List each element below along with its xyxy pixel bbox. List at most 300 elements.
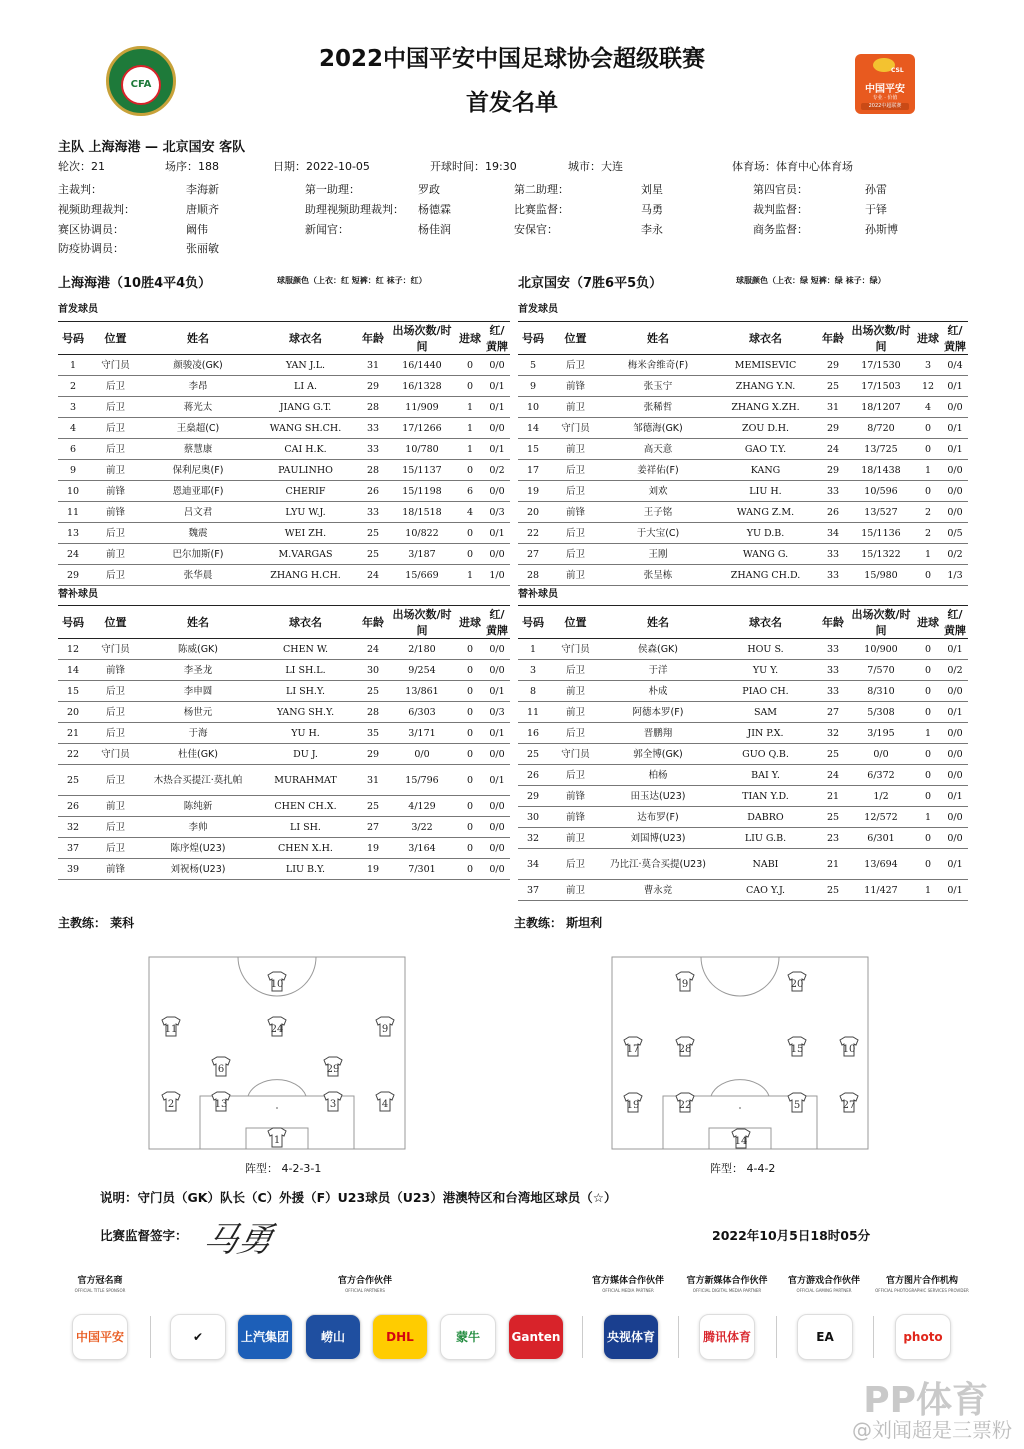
player-name: 李申圆 [143, 681, 253, 702]
away-formation: 阵型： 4-4-2 [710, 1162, 776, 1175]
official-name: 罗政 [418, 183, 440, 196]
player-shirt-name: GUO Q.B. [713, 744, 818, 765]
official-role: 裁判监督： [753, 203, 808, 216]
player-shirt-name: MEMISEVIC [713, 355, 818, 376]
player-position: 前锋 [548, 376, 603, 397]
player-name: 刘国博(U23) [603, 828, 713, 849]
player-row [58, 681, 510, 702]
official-name: 刘星 [641, 183, 663, 196]
player-name: 李圣龙 [143, 660, 253, 681]
player-position: 后卫 [548, 660, 603, 681]
player-number: 8 [518, 681, 548, 702]
player-position: 前卫 [548, 880, 603, 901]
player-apps: 7/570 [848, 660, 914, 681]
player-age: 23 [818, 828, 848, 849]
column-header: 球衣名 [253, 322, 358, 355]
player-goals: 0 [456, 523, 484, 544]
official-role: 赛区协调员： [58, 223, 124, 236]
shirt-number: 10 [842, 1044, 856, 1055]
player-position: 前锋 [88, 481, 143, 502]
round: 轮次：21 [58, 160, 105, 173]
player-number: 26 [58, 796, 88, 817]
player-age: 33 [358, 502, 388, 523]
shirt-number: 5 [793, 1100, 801, 1111]
official-role: 新闻官： [305, 223, 349, 236]
column-header: 出场次数/时间 [388, 322, 456, 355]
match-no: 场序：188 [165, 160, 219, 173]
official-role: 第二助理： [514, 183, 569, 196]
player-goals: 0 [456, 744, 484, 765]
player-position: 前锋 [88, 660, 143, 681]
player-goals: 1 [914, 723, 942, 744]
player-goals: 0 [456, 460, 484, 481]
player-cards: 0/0 [942, 723, 968, 744]
player-shirt-name: LIU B.Y. [253, 859, 358, 880]
player-position: 后卫 [88, 397, 143, 418]
player-row [518, 523, 968, 544]
player-number: 1 [58, 355, 88, 376]
player-shirt-name: JIN P.X. [713, 723, 818, 744]
player-age: 28 [358, 460, 388, 481]
player-age: 21 [818, 786, 848, 807]
player-cards: 0/0 [942, 765, 968, 786]
player-cards: 0/5 [942, 523, 968, 544]
sponsor-caption-en: OFFICIAL MEDIA PARTNER [602, 1288, 654, 1293]
player-position: 后卫 [88, 523, 143, 544]
column-header: 球衣名 [253, 606, 358, 639]
sponsor-logo: Ganten [508, 1314, 564, 1360]
player-name: 于洋 [603, 660, 713, 681]
player-number: 28 [518, 565, 548, 586]
column-header: 红/黄牌 [942, 322, 968, 355]
shirt-number: 6 [217, 1064, 225, 1075]
player-cards: 0/1 [484, 723, 510, 744]
sponsor-caption-en: OFFICIAL DIGITAL MEDIA PARTNER [692, 1288, 762, 1293]
player-cards: 0/1 [484, 765, 510, 796]
player-goals: 0 [456, 681, 484, 702]
away-formation-pitch [611, 956, 869, 1150]
player-name: 高天意 [603, 439, 713, 460]
player-goals: 0 [456, 702, 484, 723]
csl-logo-sub: 专业 · 价值 [872, 95, 898, 101]
player-age: 25 [358, 523, 388, 544]
player-position: 后卫 [88, 838, 143, 859]
player-age: 33 [358, 418, 388, 439]
player-shirt-name: MURAHMAT [253, 765, 358, 796]
player-cards: 0/0 [942, 807, 968, 828]
player-position: 后卫 [548, 481, 603, 502]
column-header: 红/黄牌 [484, 322, 510, 355]
player-goals: 1 [914, 460, 942, 481]
sponsor-logo: 腾讯体育 [699, 1314, 755, 1360]
player-goals: 0 [914, 639, 942, 660]
sponsor-caption [305, 1273, 425, 1293]
player-name: 李帅 [143, 817, 253, 838]
player-shirt-name: DABRO [713, 807, 818, 828]
player-shirt-name: ZHANG CH.D. [713, 565, 818, 586]
shirt-number: 10 [270, 979, 284, 990]
player-apps: 2/180 [388, 639, 456, 660]
player-shirt-name: BAI Y. [713, 765, 818, 786]
player-row [58, 502, 510, 523]
column-header: 号码 [518, 322, 548, 355]
player-age: 25 [358, 681, 388, 702]
column-header: 球衣名 [713, 606, 818, 639]
player-apps: 3/195 [848, 723, 914, 744]
shirt-number: 17 [626, 1044, 640, 1055]
player-goals: 0 [456, 544, 484, 565]
player-row [58, 418, 510, 439]
player-apps: 5/308 [848, 702, 914, 723]
player-goals: 3 [914, 355, 942, 376]
column-header: 号码 [58, 606, 88, 639]
player-position: 前卫 [548, 828, 603, 849]
player-goals: 0 [914, 565, 942, 586]
away-subs-label: 替补球员 [518, 589, 558, 600]
player-age: 24 [818, 439, 848, 460]
player-apps: 8/310 [848, 681, 914, 702]
column-header: 姓名 [143, 606, 253, 639]
player-number: 20 [58, 702, 88, 723]
player-shirt-name: LI SH.Y. [253, 681, 358, 702]
player-age: 27 [818, 702, 848, 723]
player-age: 25 [818, 807, 848, 828]
player-apps: 11/427 [848, 880, 914, 901]
player-row [58, 744, 510, 765]
sponsor-divider [678, 1316, 679, 1358]
player-number: 22 [58, 744, 88, 765]
player-age: 28 [358, 702, 388, 723]
player-number: 9 [518, 376, 548, 397]
column-header: 位置 [88, 606, 143, 639]
player-position: 守门员 [548, 418, 603, 439]
player-cards: 0/1 [942, 849, 968, 880]
player-apps: 11/909 [388, 397, 456, 418]
sponsor-divider [150, 1316, 151, 1358]
player-row [58, 460, 510, 481]
city: 城市：大连 [568, 160, 623, 173]
shirt-number: 2 [167, 1099, 175, 1110]
player-age: 25 [358, 796, 388, 817]
player-number: 19 [518, 481, 548, 502]
player-age: 30 [358, 660, 388, 681]
away-coach: 主教练： 斯坦利 [514, 916, 603, 930]
player-row [518, 460, 968, 481]
player-cards: 0/1 [942, 439, 968, 460]
player-shirt-name: NABI [713, 849, 818, 880]
player-age: 33 [818, 565, 848, 586]
player-age: 21 [818, 849, 848, 880]
column-header: 红/黄牌 [942, 606, 968, 639]
player-position: 后卫 [548, 849, 603, 880]
away-subs-table [518, 605, 968, 901]
player-cards: 0/0 [942, 744, 968, 765]
player-age: 31 [818, 397, 848, 418]
player-cards: 1/0 [484, 565, 510, 586]
player-number: 1 [518, 639, 548, 660]
player-age: 24 [818, 765, 848, 786]
player-age: 26 [358, 481, 388, 502]
player-shirt-name: PIAO CH. [713, 681, 818, 702]
player-position: 后卫 [88, 439, 143, 460]
player-goals: 1 [456, 565, 484, 586]
player-position: 前卫 [548, 439, 603, 460]
shirt-number: 3 [329, 1099, 337, 1110]
player-name: 陈威(GK) [143, 639, 253, 660]
player-row [518, 439, 968, 460]
column-header: 姓名 [603, 606, 713, 639]
player-row [518, 502, 968, 523]
column-header: 进球 [914, 606, 942, 639]
player-shirt-name: LI SH. [253, 817, 358, 838]
home-subs-table [58, 605, 510, 880]
player-position: 后卫 [88, 681, 143, 702]
player-apps: 3/22 [388, 817, 456, 838]
page-title: 2022中国平安中国足球协会超级联赛 [318, 46, 705, 72]
player-apps: 6/303 [388, 702, 456, 723]
player-row [518, 880, 968, 901]
player-cards: 0/0 [484, 744, 510, 765]
player-goals: 0 [914, 439, 942, 460]
player-goals: 1 [914, 880, 942, 901]
player-apps: 9/254 [388, 660, 456, 681]
player-name: 陈纯新 [143, 796, 253, 817]
column-header: 进球 [914, 322, 942, 355]
player-position: 前卫 [88, 544, 143, 565]
match-date: 日期：2022-10-05 [273, 160, 370, 173]
player-shirt-name: CHEN X.H. [253, 838, 358, 859]
player-cards: 0/1 [942, 418, 968, 439]
column-header: 号码 [58, 322, 88, 355]
player-name: 王刚 [603, 544, 713, 565]
player-cards: 0/1 [484, 397, 510, 418]
player-shirt-name: CHERIF [253, 481, 358, 502]
kickoff: 开球时间：19:30 [430, 160, 517, 173]
player-number: 11 [58, 502, 88, 523]
official-role: 视频助理裁判： [58, 203, 135, 216]
player-apps: 6/301 [848, 828, 914, 849]
player-name: 姜祥佑(F) [603, 460, 713, 481]
supervisor-signature: 马勇 [200, 1220, 277, 1260]
player-number: 25 [518, 744, 548, 765]
player-row [58, 817, 510, 838]
player-position: 后卫 [88, 418, 143, 439]
player-age: 25 [818, 376, 848, 397]
player-shirt-name: DU J. [253, 744, 358, 765]
player-position: 后卫 [548, 523, 603, 544]
shirt-number: 9 [381, 1024, 389, 1035]
player-name: 刘祝杨(U23) [143, 859, 253, 880]
player-apps: 17/1266 [388, 418, 456, 439]
sponsor-logo: 崂山 [305, 1314, 361, 1360]
column-header: 红/黄牌 [484, 606, 510, 639]
sponsor-caption-en: OFFICIAL GAMING PARTNER [796, 1288, 852, 1293]
player-row [58, 859, 510, 880]
player-name: 田玉达(U23) [603, 786, 713, 807]
player-number: 12 [58, 639, 88, 660]
player-row [58, 439, 510, 460]
player-shirt-name: LIU H. [713, 481, 818, 502]
sponsor-caption-cn: 官方媒体合作伙伴 [591, 1276, 664, 1286]
player-position: 前锋 [548, 807, 603, 828]
player-age: 19 [358, 838, 388, 859]
player-position: 后卫 [548, 544, 603, 565]
column-header: 进球 [456, 606, 484, 639]
supervisor-sign-label: 比赛监督签字： [100, 1228, 188, 1243]
player-name: 于大宝(C) [603, 523, 713, 544]
player-shirt-name: JIANG G.T. [253, 397, 358, 418]
player-row [518, 765, 968, 786]
player-number: 15 [518, 439, 548, 460]
sponsor-caption-en: OFFICIAL TITLE SPONSOR [74, 1288, 126, 1293]
player-shirt-name: YU Y. [713, 660, 818, 681]
player-apps: 10/900 [848, 639, 914, 660]
player-number: 14 [518, 418, 548, 439]
player-row [58, 397, 510, 418]
column-header: 姓名 [143, 322, 253, 355]
player-age: 29 [818, 355, 848, 376]
player-number: 21 [58, 723, 88, 744]
player-row [58, 765, 510, 796]
column-header: 出场次数/时间 [848, 606, 914, 639]
player-age: 33 [818, 544, 848, 565]
sponsor-caption-cn: 官方游戏合作伙伴 [787, 1276, 860, 1286]
player-position: 前卫 [548, 565, 603, 586]
player-name: 杨世元 [143, 702, 253, 723]
player-number: 4 [58, 418, 88, 439]
player-cards: 0/2 [942, 660, 968, 681]
player-name: 巴尔加斯(F) [143, 544, 253, 565]
player-cards: 0/0 [484, 418, 510, 439]
player-apps: 1/2 [848, 786, 914, 807]
player-apps: 13/861 [388, 681, 456, 702]
player-cards: 0/0 [942, 460, 968, 481]
player-shirt-name: WANG G. [713, 544, 818, 565]
official-role: 防疫协调员： [58, 242, 124, 255]
player-apps: 13/527 [848, 502, 914, 523]
player-row [518, 565, 968, 586]
player-number: 30 [518, 807, 548, 828]
player-position: 后卫 [88, 723, 143, 744]
player-name: 达布罗(F) [603, 807, 713, 828]
player-name: 保利尼奥(F) [143, 460, 253, 481]
player-apps: 15/669 [388, 565, 456, 586]
player-cards: 0/0 [484, 796, 510, 817]
player-shirt-name: WANG SH.CH. [253, 418, 358, 439]
player-apps: 3/187 [388, 544, 456, 565]
player-name: 于海 [143, 723, 253, 744]
sponsor-divider [776, 1316, 777, 1358]
home-formation: 阵型： 4-2-3-1 [245, 1162, 322, 1175]
player-number: 29 [58, 565, 88, 586]
player-number: 24 [58, 544, 88, 565]
player-position: 前卫 [88, 796, 143, 817]
cfa-logo-text: CFA [121, 65, 161, 105]
player-position: 后卫 [88, 565, 143, 586]
player-age: 25 [358, 544, 388, 565]
player-name: 蒋光太 [143, 397, 253, 418]
player-age: 31 [358, 355, 388, 376]
player-cards: 0/0 [484, 481, 510, 502]
player-row [518, 639, 968, 660]
player-cards: 0/1 [942, 786, 968, 807]
player-position: 后卫 [548, 460, 603, 481]
player-age: 29 [818, 460, 848, 481]
column-header: 出场次数/时间 [848, 322, 914, 355]
player-shirt-name: YANG SH.Y. [253, 702, 358, 723]
player-cards: 0/1 [484, 439, 510, 460]
player-name: 晋鹏翔 [603, 723, 713, 744]
player-number: 11 [518, 702, 548, 723]
player-apps: 13/694 [848, 849, 914, 880]
player-row [518, 376, 968, 397]
player-age: 31 [358, 765, 388, 796]
player-shirt-name: CHEN CH.X. [253, 796, 358, 817]
player-goals: 0 [914, 418, 942, 439]
player-goals: 4 [914, 397, 942, 418]
player-number: 29 [518, 786, 548, 807]
player-row [58, 838, 510, 859]
player-cards: 0/0 [484, 817, 510, 838]
player-cards: 0/1 [942, 376, 968, 397]
player-row [518, 744, 968, 765]
player-goals: 0 [914, 849, 942, 880]
official-role: 商务监督： [753, 223, 808, 236]
home-subs-label: 替补球员 [58, 589, 98, 600]
player-goals: 1 [456, 439, 484, 460]
player-goals: 0 [456, 639, 484, 660]
weibo-handle-watermark: @刘闻超是三票粉 [852, 1418, 1012, 1442]
shirt-number: 9 [681, 979, 689, 990]
official-name: 孙雷 [865, 183, 887, 196]
player-cards: 0/0 [942, 397, 968, 418]
player-apps: 10/822 [388, 523, 456, 544]
player-goals: 1 [914, 544, 942, 565]
player-goals: 0 [914, 744, 942, 765]
player-age: 33 [818, 481, 848, 502]
sponsor-caption-en: OFFICIAL PHOTOGRAPHIC SERVICES PROVIDER [875, 1288, 969, 1293]
player-position: 前卫 [548, 681, 603, 702]
player-apps: 3/171 [388, 723, 456, 744]
player-apps: 7/301 [388, 859, 456, 880]
player-position: 守门员 [88, 355, 143, 376]
official-name: 张丽敏 [186, 242, 219, 255]
player-number: 6 [58, 439, 88, 460]
player-goals: 0 [456, 859, 484, 880]
column-header: 年龄 [358, 606, 388, 639]
player-shirt-name: LYU W.J. [253, 502, 358, 523]
player-number: 37 [58, 838, 88, 859]
player-goals: 0 [456, 660, 484, 681]
player-name: 张呈栋 [603, 565, 713, 586]
player-row [518, 544, 968, 565]
player-shirt-name: GAO T.Y. [713, 439, 818, 460]
column-header: 号码 [518, 606, 548, 639]
player-shirt-name: ZHANG Y.N. [713, 376, 818, 397]
player-position: 前卫 [548, 702, 603, 723]
shirt-number: 22 [678, 1100, 692, 1111]
player-row [518, 681, 968, 702]
player-row [518, 723, 968, 744]
player-goals: 4 [456, 502, 484, 523]
player-position: 前卫 [548, 397, 603, 418]
player-cards: 0/1 [942, 880, 968, 901]
player-name: 乃比江·莫合买提(U23) [603, 849, 713, 880]
official-role: 第一助理： [305, 183, 360, 196]
sponsor-caption [40, 1273, 160, 1293]
csl-logo [855, 54, 915, 114]
player-apps: 16/1440 [388, 355, 456, 376]
